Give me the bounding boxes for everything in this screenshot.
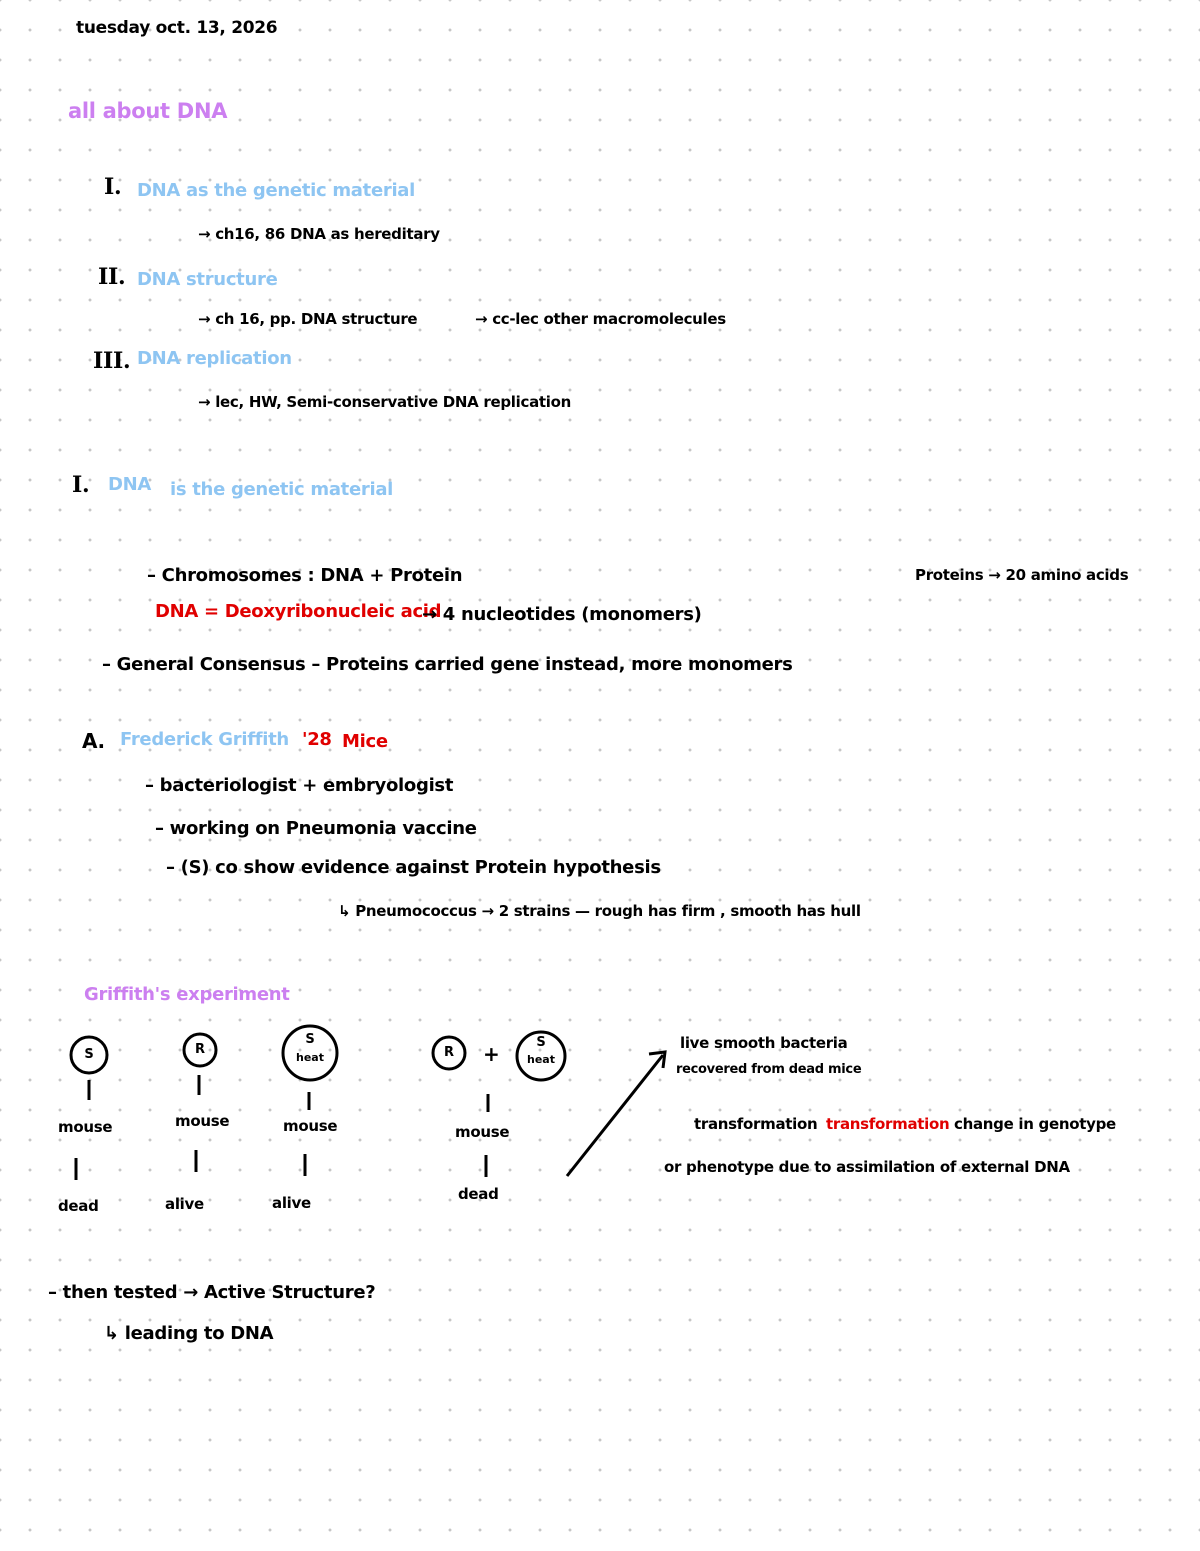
chromosome-bullet: – Chromosomes : DNA + Protein — [147, 565, 463, 586]
group1-mouse: mouse — [58, 1118, 113, 1136]
group3-result: alive — [272, 1194, 311, 1212]
page-title: all about DNA — [68, 99, 228, 123]
general-consensus: – General Consensus – Proteins carried gene instead, more monomers — [102, 654, 793, 675]
outline-extra-2: → cc-lec other macromolecules — [475, 310, 726, 328]
sectionA-sub: ↳ Pneumococcus → 2 strains — rough has firm , smooth has hull — [338, 902, 861, 920]
combo-result: dead — [458, 1185, 499, 1203]
transformation-line2: or phenotype due to assimilation of external DNA — [664, 1158, 1070, 1176]
group3-mouse: mouse — [283, 1117, 338, 1135]
transformation-pre: transformation — [694, 1115, 818, 1133]
combo-circle2-sub: heat — [527, 1053, 555, 1066]
outline-heading-2: DNA structure — [137, 269, 278, 290]
combo-circle2-label: S — [536, 1035, 546, 1050]
outline-numeral-1: I. — [104, 174, 122, 200]
section1-heading-a: DNA — [108, 474, 152, 495]
sectionA-year: '28 — [302, 729, 332, 750]
sectionA-heading: Frederick Griffith — [120, 729, 289, 750]
dna-definition-red: DNA = Deoxyribonucleic acid — [155, 601, 442, 622]
footer-line-2: ↳ leading to DNA — [104, 1323, 274, 1344]
outline-detail-1: → ch16, 86 DNA as hereditary — [198, 225, 440, 243]
group1-result: dead — [58, 1197, 99, 1215]
combo-mouse: mouse — [455, 1123, 510, 1141]
note-recovered: recovered from dead mice — [676, 1062, 862, 1077]
experiment-title: Griffith's experiment — [84, 984, 290, 1005]
sectionA-letter: A. — [82, 729, 105, 753]
combo-plus: + — [483, 1042, 500, 1066]
sectionA-bullet-1: – bacteriologist + embryologist — [145, 775, 454, 796]
outline-numeral-3: III. — [93, 348, 131, 374]
section1-heading-b: is the genetic material — [170, 479, 394, 500]
outline-detail-2: → ch 16, pp. DNA structure — [198, 310, 418, 328]
outline-heading-3: DNA replication — [137, 348, 292, 369]
sectionA-year-suffix: Mice — [342, 731, 388, 752]
section1-numeral: I. — [72, 472, 90, 498]
sectionA-bullet-2: – working on Pneumonia vaccine — [155, 818, 477, 839]
diagonal-arrow-head — [649, 1052, 665, 1068]
group2-mouse: mouse — [175, 1112, 230, 1130]
outline-heading-1: DNA as the genetic material — [137, 180, 416, 201]
group1-circle-label: S — [84, 1047, 94, 1062]
group3-circle-sub: heat — [296, 1051, 324, 1064]
footer-line-1: – then tested → Active Structure? — [48, 1282, 376, 1303]
outline-numeral-2: II. — [98, 264, 126, 290]
group2-result: alive — [165, 1195, 204, 1213]
note-live-bacteria: live smooth bacteria — [680, 1034, 848, 1052]
diagonal-arrow — [567, 1055, 663, 1176]
dna-definition-rest: → 4 nucleotides (monomers) — [422, 604, 702, 625]
transformation-post: change in genotype — [954, 1115, 1116, 1133]
group2-circle-label: R — [194, 1042, 205, 1057]
date-header: tuesday oct. 13, 2026 — [76, 18, 278, 38]
combo-circle1-label: R — [443, 1045, 454, 1060]
group3-circle-label: S — [305, 1032, 315, 1047]
proteins-side-note: Proteins → 20 amino acids — [915, 566, 1129, 584]
transformation-highlight: transformation — [826, 1115, 950, 1133]
sectionA-bullet-3: – (S) co show evidence against Protein hypothesis — [166, 857, 661, 878]
outline-detail-3: → lec, HW, Semi-conservative DNA replication — [198, 393, 571, 411]
